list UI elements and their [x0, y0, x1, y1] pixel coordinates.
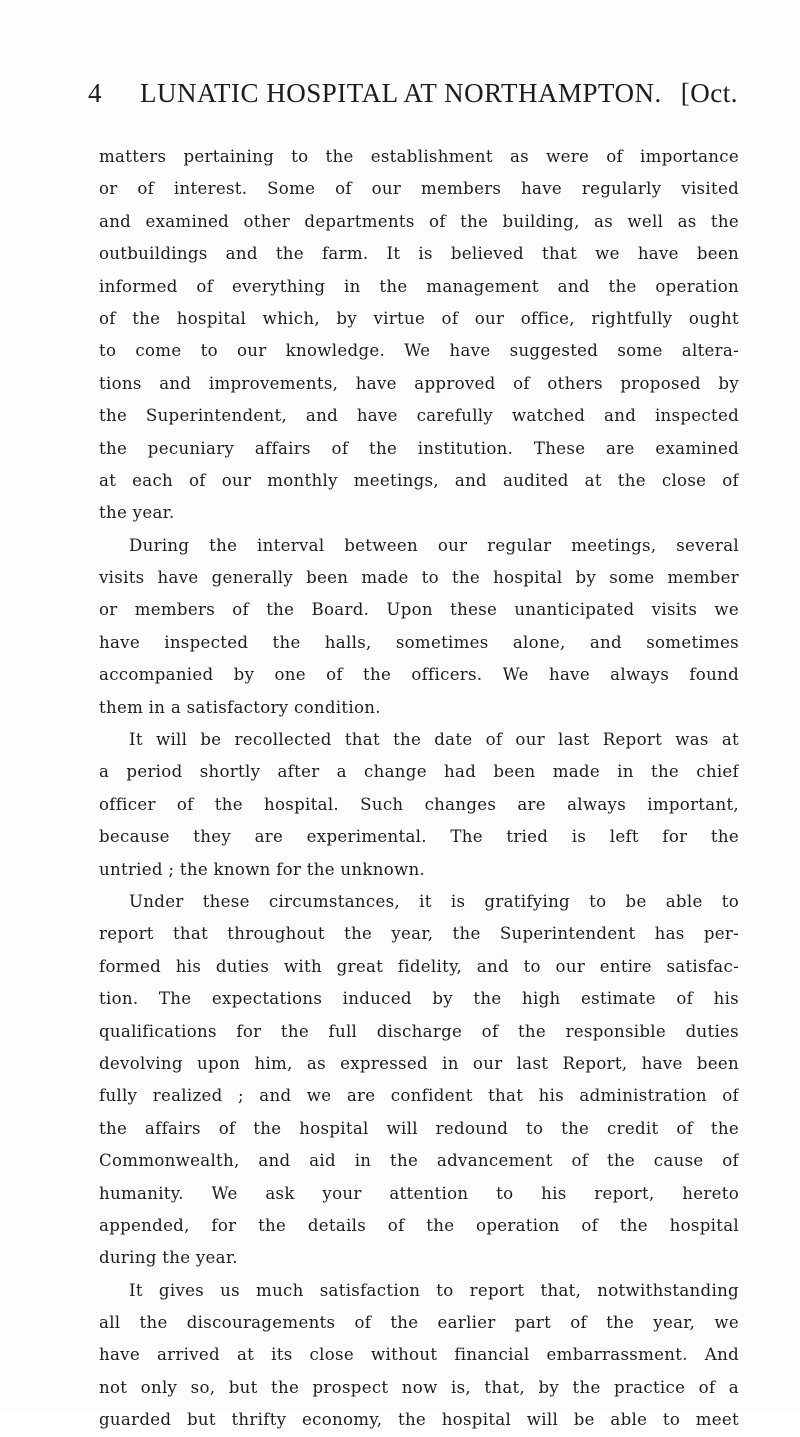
- text-line: the Superintendent, and have carefully watched and inspected: [99, 406, 739, 426]
- running-header: [88, 78, 738, 118]
- text-line: appended, for the details of the operation of the hospital: [99, 1215, 739, 1235]
- text-line: devolving upon him, as expressed in our last Report, have been: [99, 1053, 739, 1073]
- text-line: matters pertaining to the establishment as were of importance: [99, 147, 739, 166]
- text-line: or of interest. Some of our members have regularly visited: [99, 179, 739, 199]
- text-line: the year.: [99, 503, 175, 523]
- text-line: the pecuniary affairs of the institution. These are examined: [99, 438, 739, 458]
- text-line: qualifications for the full discharge of the responsible duties: [99, 1021, 739, 1041]
- paragraph: [99, 724, 739, 886]
- text-line: untried ; the known for the unknown.: [99, 859, 426, 879]
- text-line: It will be recollected that the date of our last Report was at: [129, 730, 739, 750]
- text-line: humanity. We ask your attention to his report, hereto: [99, 1183, 739, 1203]
- text-line: It gives us much satisfaction to report that, notwithstanding: [129, 1280, 739, 1300]
- text-line: have inspected the halls, sometimes alone, and sometimes: [99, 632, 739, 652]
- text-line: Under these circumstances, it is gratifying to be able to: [129, 891, 739, 911]
- text-line: officer of the hospital. Such changes are always important,: [99, 794, 739, 814]
- text-line: formed his duties with great fidelity, and to our entire satisfac-: [99, 956, 739, 976]
- text-line: outbuildings and the farm. It is believed that we have been: [99, 244, 739, 264]
- text-line: all the discouragements of the earlier part of the year, we: [99, 1313, 739, 1333]
- text-line: tion. The expectations induced by the high estimate of his: [99, 989, 739, 1009]
- text-line: of the hospital which, by virtue of our office, rightfully ought: [99, 308, 739, 328]
- paragraph: [99, 530, 739, 724]
- text-line: report that throughout the year, the Superintendent has per-: [99, 924, 739, 944]
- text-line: fully realized ; and we are confident that his administration of: [99, 1086, 739, 1106]
- text-line: have arrived at its close without financial embarrassment. And: [99, 1345, 739, 1365]
- text-line: them in a satisfactory condition.: [99, 697, 381, 717]
- text-line: and examined other departments of the building, as well as the: [99, 211, 739, 231]
- running-date: [Oct.: [680, 78, 738, 108]
- paragraph: [99, 1275, 739, 1437]
- text-line: informed of everything in the management and the operation: [99, 276, 739, 296]
- page-number: 4: [88, 78, 102, 108]
- text-line: at each of our monthly meetings, and audited at the close of: [99, 470, 739, 490]
- text-line: during the year.: [99, 1248, 238, 1268]
- text-line: tions and improvements, have approved of others proposed by: [99, 373, 739, 393]
- text-line: the affairs of the hospital will redound to the credit of the: [99, 1118, 739, 1138]
- text-line: because they are experimental. The tried is left for the: [99, 827, 739, 847]
- text-line: During the interval between our regular meetings, several: [129, 535, 739, 555]
- text-line: accompanied by one of the officers. We have always found: [99, 665, 739, 685]
- body-text: [99, 141, 739, 1437]
- text-line: to come to our knowledge. We have suggested some altera-: [99, 341, 739, 361]
- paragraph: [99, 141, 739, 530]
- running-title: LUNATIC HOSPITAL AT NORTHAMPTON.: [140, 78, 662, 108]
- text-line: visits have generally been made to the hospital by some member: [99, 568, 739, 588]
- text-line: not only so, but the prospect now is, that, by the practice of a: [99, 1377, 739, 1397]
- text-line: or members of the Board. Upon these unanticipated visits we: [99, 600, 739, 620]
- text-line: a period shortly after a change had been made in the chief: [99, 762, 739, 782]
- text-line: Commonwealth, and aid in the advancement of the cause of: [99, 1151, 739, 1171]
- paragraph: [99, 886, 739, 1275]
- text-line: guarded but thrifty economy, the hospital will be able to meet: [99, 1410, 739, 1430]
